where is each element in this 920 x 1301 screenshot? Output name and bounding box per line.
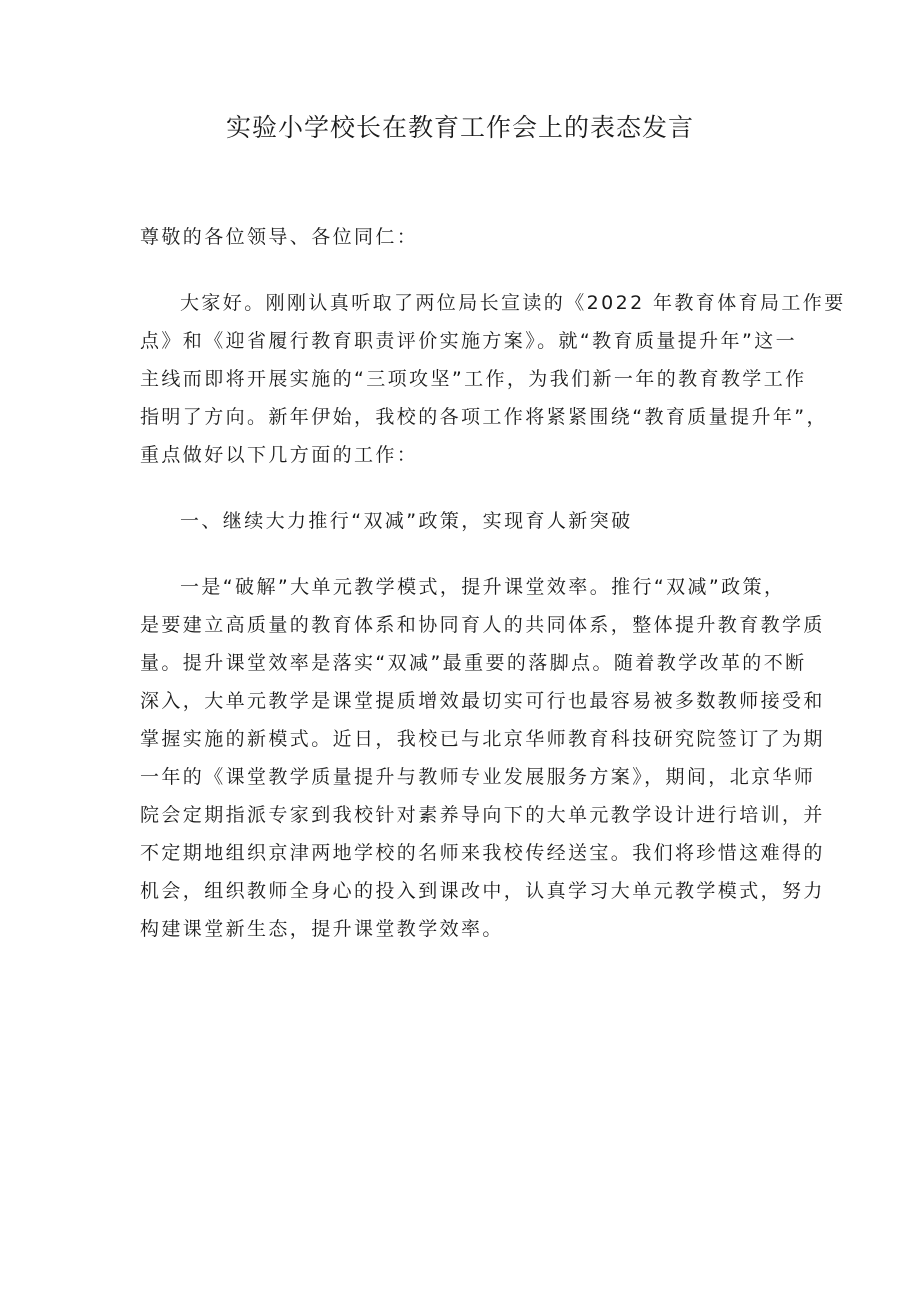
paragraph-line: 掌握实施的新模式。近日，我校已与北京华师教育科技研究院签订了为期: [140, 728, 825, 750]
paragraph-line: 量。提升课堂效率是落实“双减”最重要的落脚点。随着教学改革的不断: [140, 652, 807, 674]
paragraph-line: 机会，组织教师全身心的投入到课改中，认真学习大单元教学模式，努力: [140, 880, 825, 902]
paragraph-line: 点》和《迎省履行教育职责评价实施方案》。就“教育质量提升年”这一: [140, 330, 797, 352]
paragraph-intro: [140, 284, 846, 474]
paragraph-line: 深入，大单元教学是课堂提质增效最切实可行也最容易被多数教师接受和: [140, 690, 825, 712]
paragraph-line: 指明了方向。新年伊始，我校的各项工作将紧紧围绕“教育质量提升年”，: [140, 406, 828, 428]
paragraph-line: 重点做好以下几方面的工作：: [140, 444, 419, 466]
section-heading-block: [140, 502, 785, 540]
paragraph-line: 构建课堂新生态，提升课堂教学效率。: [140, 918, 504, 940]
paragraph-line: 是要建立高质量的教育体系和协同育人的共同体系，整体提升教育教学质: [140, 614, 825, 636]
paragraph-line: 院会定期指派专家到我校针对素养导向下的大单元教学设计进行培训，并: [140, 804, 825, 826]
salutation: 尊敬的各位领导、各位同仁：: [140, 226, 419, 248]
paragraph-line: 一年的《课堂教学质量提升与教师专业发展服务方案》，期间，北京华师: [140, 766, 816, 788]
paragraph-line: 大家好。刚刚认真听取了两位局长宣读的《2022 年教育体育局工作要: [180, 292, 846, 314]
paragraph-section-1: [140, 568, 825, 948]
paragraph-line: 一是“破解”大单元教学模式，提升课堂效率。推行“双减”政策，: [180, 576, 786, 598]
section-heading: 一、继续大力推行“双减”政策，实现育人新突破: [180, 510, 633, 532]
document-body: [140, 218, 846, 948]
paragraph-line: 不定期地组织京津两地学校的名师来我校传经送宝。我们将珍惜这难得的: [140, 842, 825, 864]
paragraph-line: 主线而即将开展实施的“三项攻坚”工作，为我们新一年的教育教学工作: [140, 368, 807, 390]
document-title: 实验小学校长在教育工作会上的表态发言: [225, 113, 694, 142]
